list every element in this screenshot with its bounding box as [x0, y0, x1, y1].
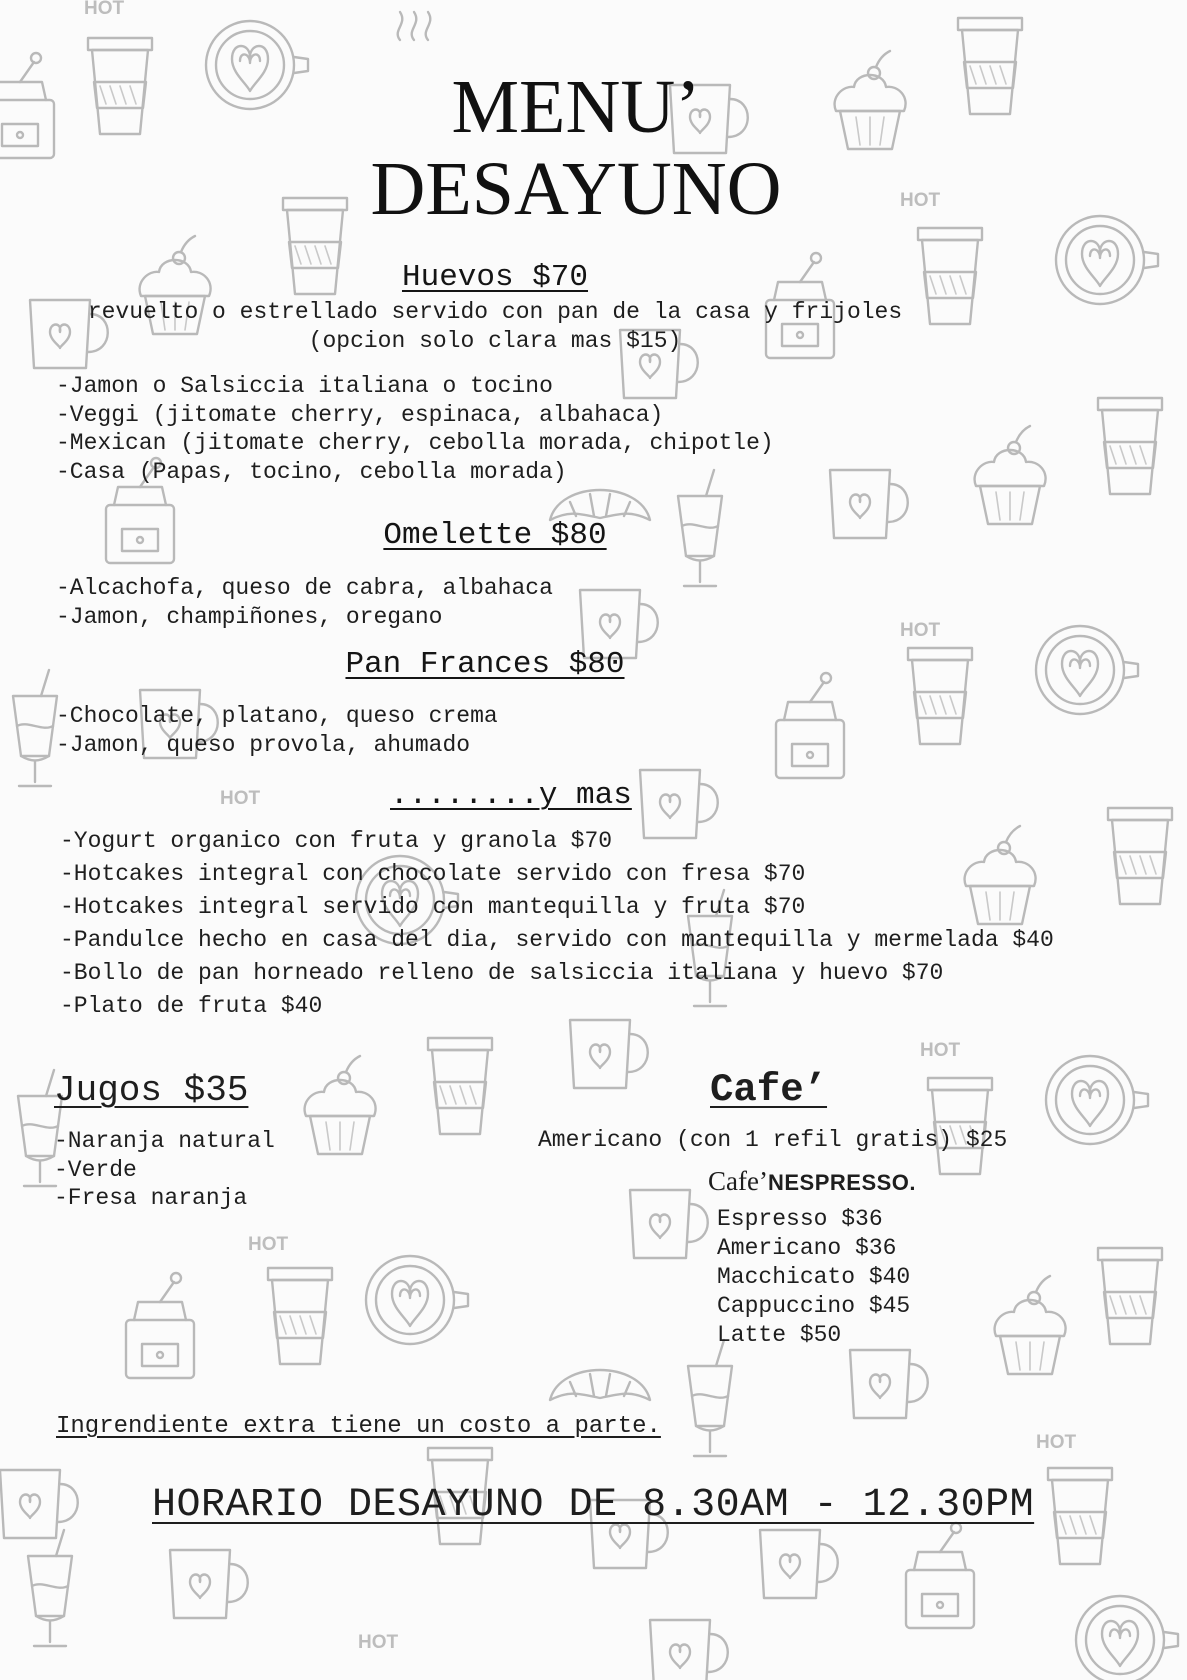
svg-text:HOT: HOT	[900, 620, 941, 641]
list-item: -Hotcakes integral servido con mantequilla y fruta $70	[60, 894, 806, 920]
title-line-1: MENU’	[451, 65, 701, 149]
list-item: -Verde	[54, 1156, 137, 1183]
list-item: -Hotcakes integral con chocolate servido con fresa $70	[60, 861, 806, 887]
list-item: Cappuccino $45	[717, 1293, 911, 1319]
extra-ingredient-note: Ingrendiente extra tiene un costo a parte.	[56, 1413, 661, 1440]
cafe-heading: Cafe’	[710, 1068, 828, 1112]
list-item: -Naranja natural	[54, 1128, 275, 1154]
list-item: -Mexican (jitomate cherry, cebolla morada, chipotle)	[56, 430, 774, 456]
breakfast-hours: HORARIO DESAYUNO DE 8.30AM - 12.30PM	[152, 1483, 1035, 1528]
list-item: -Chocolate, platano, queso crema	[56, 703, 498, 729]
list-item: -Jamon, queso provola, ahumado	[56, 731, 471, 758]
omelette-list	[56, 574, 553, 631]
huevos-list	[56, 372, 774, 486]
svg-text:HOT: HOT	[84, 0, 125, 19]
cafe-americano: Americano (con 1 refil gratis) $25	[538, 1127, 1008, 1153]
list-item: -Jamon, champiñones, oregano	[56, 603, 443, 630]
svg-text:HOT: HOT	[900, 190, 941, 211]
list-item: Latte $50	[717, 1322, 842, 1348]
list-item: -Fresa naranja	[54, 1185, 248, 1211]
list-item: -Bollo de pan horneado relleno de salsiccia italiana y huevo $70	[60, 960, 944, 986]
svg-text:HOT: HOT	[1036, 1432, 1077, 1453]
huevos-description-line-1: revuelto o estrellado servido con pan de la casa y frijoles	[87, 299, 903, 325]
nespresso-brand	[708, 1166, 916, 1197]
list-item: Macchicato $40	[717, 1264, 911, 1290]
pan-frances-heading: Pan Frances $80	[345, 647, 625, 682]
nespresso-logo: NESPRESSO.	[767, 1170, 917, 1195]
y-mas-list	[60, 825, 1054, 1023]
svg-text:HOT: HOT	[920, 1040, 961, 1061]
svg-text:HOT: HOT	[220, 788, 261, 809]
jugos-heading: Jugos $35	[54, 1070, 249, 1111]
nespresso-list	[717, 1205, 910, 1350]
list-item: -Jamon o Salsiccia italiana o tocino	[56, 373, 553, 399]
menu-title	[276, 66, 876, 230]
list-item: -Yogurt organico con fruta y granola $70	[60, 828, 613, 854]
list-item: -Casa (Papas, tocino, cebolla morada)	[56, 458, 567, 485]
huevos-heading: Huevos $70	[401, 260, 589, 295]
omelette-heading: Omelette $80	[383, 518, 607, 553]
list-item: Espresso $36	[717, 1206, 883, 1232]
svg-text:HOT: HOT	[248, 1234, 289, 1255]
list-item: -Veggi (jitomate cherry, espinaca, albahaca)	[56, 401, 664, 428]
title-line-2: DESAYUNO	[370, 147, 782, 231]
list-item: Americano $36	[717, 1235, 897, 1261]
y-mas-heading: ........y mas	[390, 778, 632, 813]
jugos-list	[54, 1127, 275, 1213]
huevos-description-line-2: (opcion solo clara mas $15)	[308, 328, 682, 354]
huevos-description	[0, 298, 990, 356]
pan-frances-list	[56, 702, 498, 759]
list-item: -Alcachofa, queso de cabra, albahaca	[56, 575, 553, 601]
brand-prefix: Cafe’	[708, 1166, 768, 1196]
list-item: -Plato de fruta $40	[60, 993, 323, 1019]
svg-text:HOT: HOT	[358, 1632, 399, 1653]
list-item: -Pandulce hecho en casa del dia, servido con mantequilla y mermelada $40	[60, 927, 1054, 953]
